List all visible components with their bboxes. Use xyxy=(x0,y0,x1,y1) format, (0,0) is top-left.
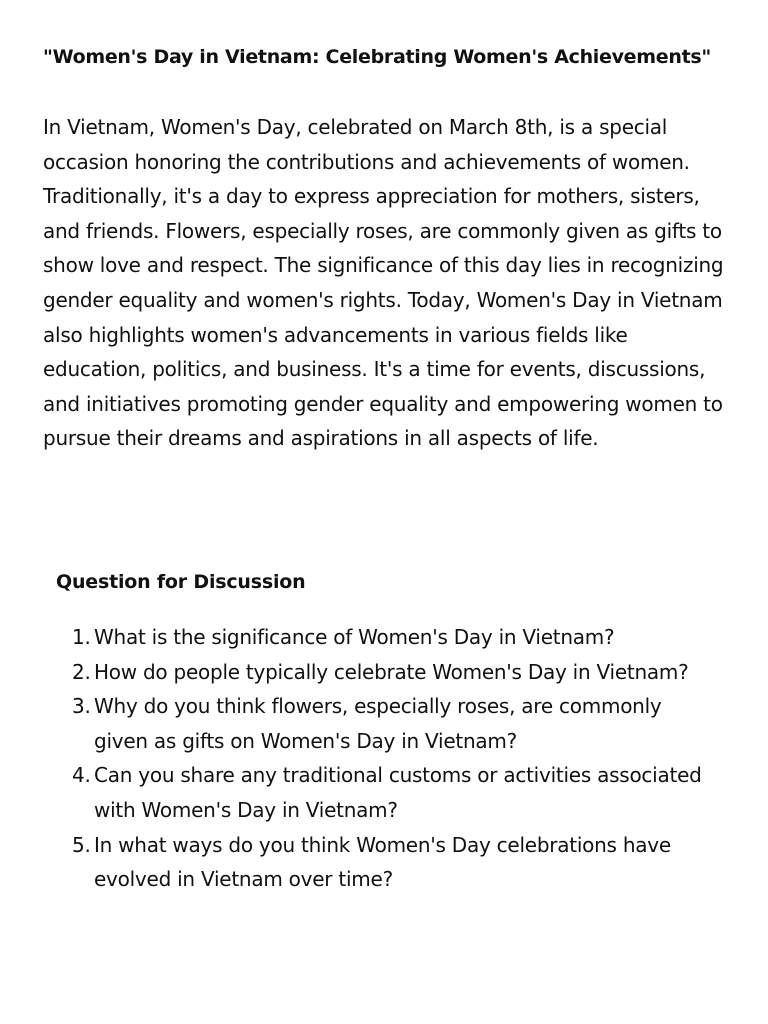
discussion-heading: Question for Discussion xyxy=(56,571,306,593)
intro-paragraph: In Vietnam, Women's Day, celebrated on March 8th, is a special occasion honoring the contributions and achievements of women. Traditionally, it's a day to express appreciation for mothers, sisters, and friends. Flowers, especially roses, are commonly given as gifts to show love and respect. The significance of this day lies in recognizing gender equality and women's rights. Today, Women's Day in Vietnam also highlights women's advancements in various fields like education, politics, and business. It's a time for events, discussions, and initiatives promoting gender equality and empowering women to pursue their dreams and aspirations in all aspects of life. xyxy=(43,115,724,451)
question-number: 2. xyxy=(72,659,91,684)
discussion-questions-list xyxy=(0,620,720,897)
question-text: What is the significance of Women's Day in Vietnam? xyxy=(94,625,615,649)
list-item xyxy=(0,655,720,690)
question-text: Can you share any traditional customs or activities associated with Women's Day in Vietnam? xyxy=(94,763,702,822)
question-text: In what ways do you think Women's Day celebrations have evolved in Vietnam over time? xyxy=(94,832,671,892)
document-title: "Women's Day in Vietnam: Celebrating Women's Achievements" xyxy=(43,46,711,68)
list-item xyxy=(0,620,720,655)
question-number: 3. xyxy=(72,694,91,719)
question-number: 5. xyxy=(72,832,91,857)
question-number: 4. xyxy=(72,763,91,788)
list-item xyxy=(0,689,720,758)
question-text: How do people typically celebrate Women's Day in Vietnam? xyxy=(94,659,689,684)
question-text: Why do you think flowers, especially roses, are commonly given as gifts on Women's Day in Vietnam? xyxy=(94,694,662,753)
list-item xyxy=(0,758,720,827)
question-number: 1. xyxy=(72,625,91,649)
list-item xyxy=(0,828,720,897)
